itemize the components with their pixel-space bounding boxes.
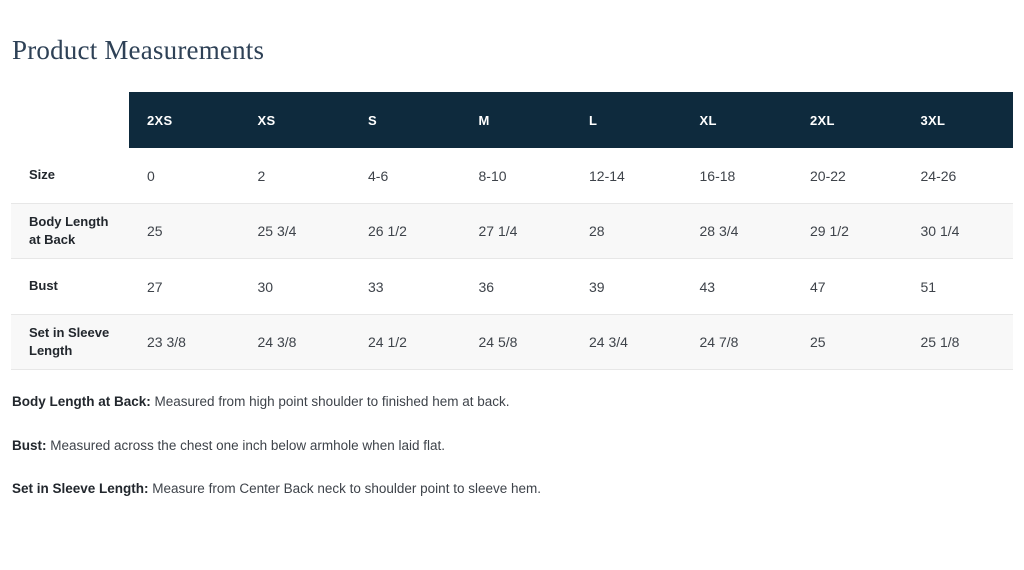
note-text: Measure from Center Back neck to shoulder point to sleeve hem. [152, 481, 541, 497]
measurement-value: 0 [147, 167, 155, 184]
measurement-value: 30 [257, 278, 274, 295]
measurement-value: 24 7/8 [699, 334, 739, 350]
measurement-table [11, 92, 1013, 370]
row-label: Body Length at Back [29, 213, 109, 247]
note-body-length [12, 392, 1013, 412]
measurement-value: 4-6 [368, 167, 389, 184]
measurement-value: 25 [147, 223, 163, 239]
measurement-notes [11, 392, 1013, 499]
measurement-value: 26 1/2 [368, 223, 407, 239]
measurement-value: 8-10 [478, 167, 507, 184]
measurement-value: 27 1/4 [478, 223, 518, 239]
table-row [11, 148, 1013, 203]
measurement-value: 2 [257, 167, 266, 184]
measurement-value: 33 [368, 278, 384, 295]
product-measurements-page [0, 35, 1024, 499]
note-term: Bust: [12, 437, 47, 453]
row-label: Size [29, 167, 56, 183]
column-header-l: L [589, 112, 598, 128]
measurement-value: 23 3/8 [147, 334, 186, 350]
measurement-value: 28 3/4 [699, 223, 739, 239]
note-term: Body Length at Back: [12, 394, 151, 409]
table-row [11, 314, 1013, 370]
measurement-value: 12-14 [589, 167, 625, 184]
measurement-value: 27 [147, 278, 163, 295]
page-title: Product Measurements [12, 35, 265, 65]
note-text: Measured across the chest one inch below armhole when laid flat. [50, 437, 445, 453]
row-label: Bust [29, 278, 58, 294]
measurement-value: 24 3/8 [257, 334, 297, 350]
measurement-value: 25 [810, 334, 826, 350]
measurement-value: 43 [699, 278, 716, 295]
measurement-value: 24-26 [920, 167, 957, 184]
size-column-headers [129, 92, 1013, 148]
measurement-value: 16-18 [699, 167, 736, 184]
table-row [11, 203, 1013, 259]
measurement-value: 28 [589, 223, 605, 239]
column-header-s: S [368, 112, 377, 128]
measurement-value: 20-22 [810, 167, 846, 184]
measurement-value: 24 3/4 [589, 334, 628, 350]
note-sleeve-length [12, 479, 1013, 499]
column-header-xl: XL [699, 112, 717, 128]
note-text: Measured from high point shoulder to finished hem at back. [154, 394, 510, 409]
header-corner-spacer [11, 92, 129, 148]
column-header-m: M [478, 112, 490, 128]
measurement-value: 36 [478, 278, 495, 295]
measurement-value: 51 [920, 278, 937, 295]
note-term: Set in Sleeve Length: [12, 481, 149, 497]
measurement-value: 30 1/4 [920, 223, 960, 239]
table-body [11, 148, 1013, 370]
measurement-value: 47 [810, 278, 826, 295]
column-header-2xs: 2XS [147, 112, 173, 128]
column-header-3xl: 3XL [920, 112, 946, 128]
table-row [11, 259, 1013, 314]
measurement-value: 24 5/8 [478, 334, 518, 350]
row-label: Set in Sleeve Length [29, 324, 110, 358]
column-header-xs: XS [257, 112, 276, 128]
table-header-row [11, 92, 1013, 148]
measurement-value: 39 [589, 278, 605, 295]
measurement-value: 25 1/8 [920, 334, 960, 350]
column-header-2xl: 2XL [810, 112, 835, 128]
note-bust [12, 436, 1013, 456]
measurement-value: 25 3/4 [257, 223, 297, 239]
measurement-value: 24 1/2 [368, 334, 407, 350]
measurement-value: 29 1/2 [810, 223, 849, 239]
